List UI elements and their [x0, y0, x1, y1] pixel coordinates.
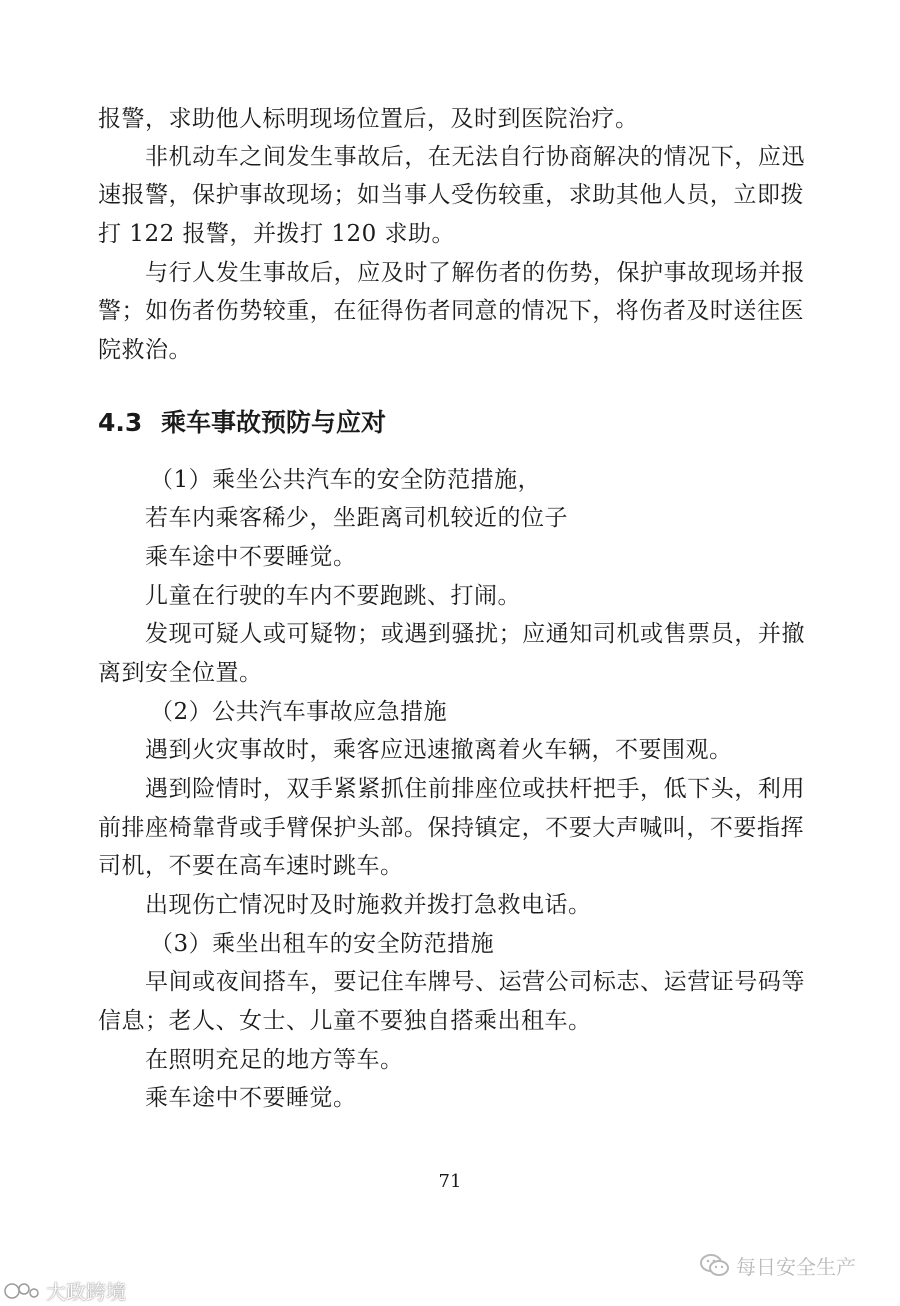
logo-icon [2, 1279, 42, 1303]
section-line-6: 离到安全位置。 [98, 660, 263, 686]
body-line-2: 非机动车之间发生事故后，在无法自行协商解决的情况下，应迅 [145, 144, 805, 170]
section-line-14: 早间或夜间搭车，要记住车牌号、运营公司标志、运营证号码等 [145, 969, 805, 995]
section-line-12: 出现伤亡情况时及时施救并拨打急救电话。 [145, 892, 592, 918]
section-title: 乘车事故预防与应对 [161, 408, 387, 437]
section-line-16: 在照明充足的地方等车。 [145, 1047, 404, 1073]
section-line-13: （3）乘坐出租车的安全防范措施 [150, 931, 495, 957]
watermark-right-text: 每日安全生产 [736, 1255, 856, 1279]
body-line-3: 速报警，保护事故现场；如当事人受伤较重，求助其他人员，立即拨 [98, 182, 804, 208]
section-line-7: （2）公共汽车事故应急措施 [150, 699, 448, 725]
section-line-8: 遇到火灾事故时，乘客应迅速撤离着火车辆，不要围观。 [145, 737, 733, 763]
body-line-4: 打 122 报警，并拨打 120 求助。 [98, 221, 456, 247]
page-number: 71 [438, 1171, 462, 1192]
section-line-15: 信息；老人、女士、儿童不要独自搭乘出租车。 [98, 1008, 592, 1034]
wechat-icon [700, 1253, 730, 1279]
body-line-5: 与行人发生事故后，应及时了解伤者的伤势，保护事故现场并报 [145, 260, 805, 286]
section-line-2: 若车内乘客稀少，坐距离司机较近的位子 [145, 505, 568, 531]
section-line-17: 乘车途中不要睡觉。 [145, 1085, 357, 1111]
section-line-1: （1）乘坐公共汽车的安全防范措施， [150, 467, 542, 493]
section-line-3: 乘车途中不要睡觉。 [145, 544, 357, 570]
section-heading [98, 406, 386, 440]
watermark-right [700, 1251, 856, 1280]
section-line-10: 前排座椅靠背或手臂保护头部。保持镇定，不要大声喊叫，不要指挥 [98, 815, 804, 841]
watermark-left-text: 大政跨境 [46, 1280, 126, 1304]
body-line-6: 警；如伤者伤势较重，在征得伤者同意的情况下，将伤者及时送往医 [98, 298, 804, 324]
section-line-5: 发现可疑人或可疑物；或遇到骚扰；应通知司机或售票员，并撤 [145, 621, 805, 647]
section-number: 4.3 [98, 408, 143, 437]
watermark-left [2, 1276, 126, 1305]
section-line-9: 遇到险情时，双手紧紧抓住前排座位或扶杆把手，低下头，利用 [145, 776, 805, 802]
section-line-4: 儿童在行驶的车内不要跑跳、打闹。 [145, 583, 521, 609]
body-line-7: 院救治。 [98, 337, 192, 363]
section-line-11: 司机，不要在高车速时跳车。 [98, 853, 404, 879]
body-line-1: 报警，求助他人标明现场位置后，及时到医院治疗。 [98, 106, 639, 132]
